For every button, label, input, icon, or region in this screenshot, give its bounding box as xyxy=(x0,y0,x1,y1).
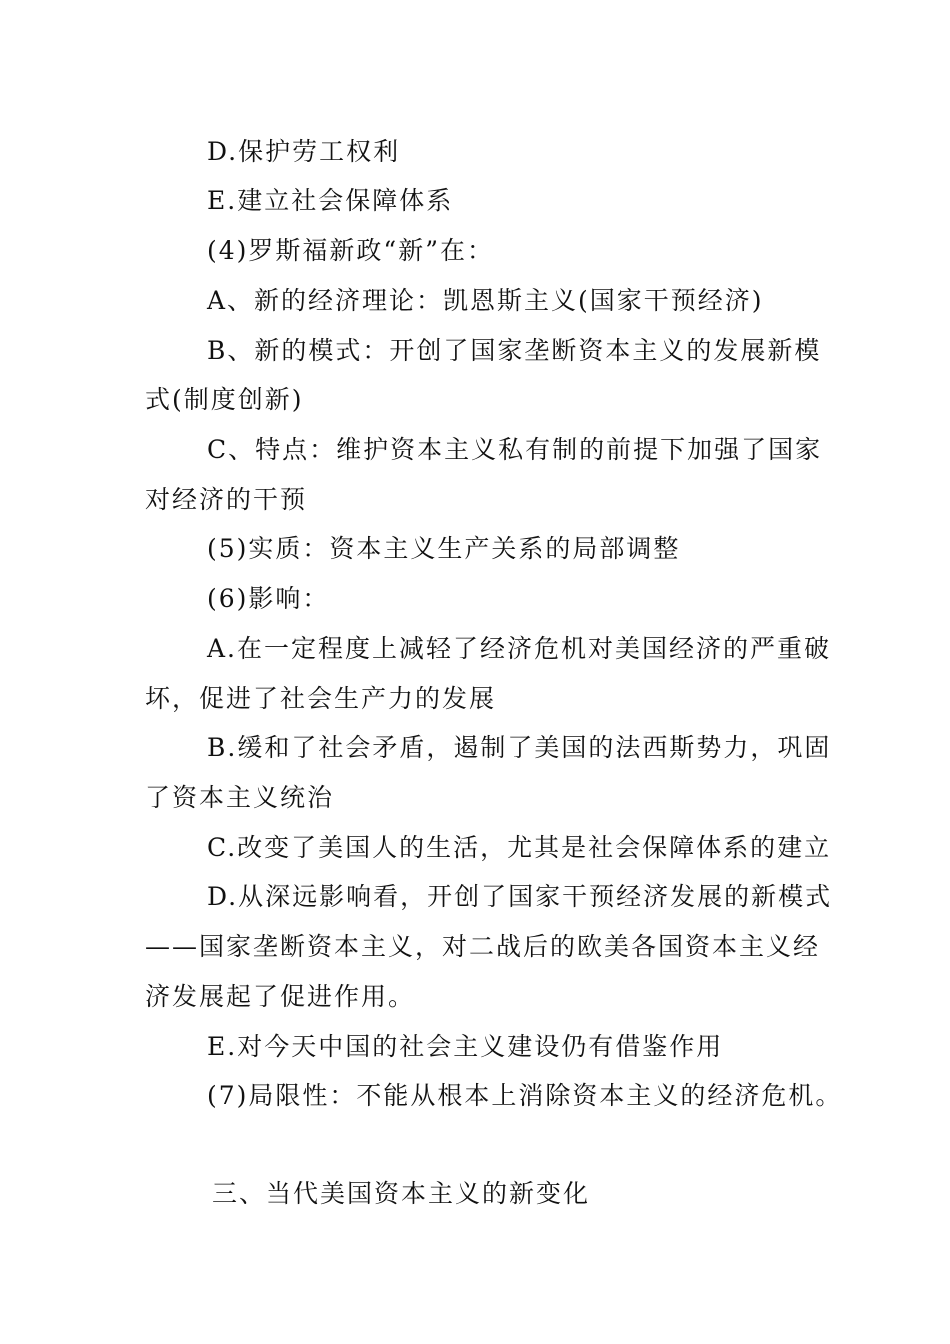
text-line: E.对今天中国的社会主义建设仍有借鉴作用 xyxy=(207,1032,724,1061)
text-line: (5)实质：资本主义生产关系的局部调整 xyxy=(207,534,681,563)
text-line: E.建立社会保障体系 xyxy=(207,186,454,215)
text-line: (6)影响： xyxy=(207,584,330,613)
text-line: B.缓和了社会矛盾，遏制了美国的法西斯势力，巩固 xyxy=(207,733,832,762)
text-line: 济发展起了促进作用。 xyxy=(145,982,416,1011)
text-line: (4)罗斯福新政“新”在： xyxy=(207,236,494,265)
text-line: 坏，促进了社会生产力的发展 xyxy=(145,684,497,713)
text-line: D.从深远影响看，开创了国家干预经济发展的新模式 xyxy=(207,882,833,911)
text-line: 了资本主义统治 xyxy=(145,783,335,812)
text-line: D.保护劳工权利 xyxy=(207,137,401,166)
text-line: A、新的经济理论：凯恩斯主义(国家干预经济) xyxy=(207,286,764,315)
text-line: 式(制度创新) xyxy=(145,385,304,414)
text-line: B、新的模式：开创了国家垄断资本主义的发展新模 xyxy=(207,336,822,365)
text-line: (7)局限性：不能从根本上消除资本主义的经济危机。 xyxy=(207,1081,843,1110)
text-line: ——国家垄断资本主义，对二战后的欧美各国资本主义经 xyxy=(145,932,821,961)
text-line: 对经济的干预 xyxy=(145,485,308,514)
text-line: A.在一定程度上减轻了经济危机对美国经济的严重破 xyxy=(207,634,832,663)
section-heading: 三、当代美国资本主义的新变化 xyxy=(212,1179,591,1208)
text-line: C、特点：维护资本主义私有制的前提下加强了国家 xyxy=(207,435,823,464)
text-line: C.改变了美国人的生活，尤其是社会保障体系的建立 xyxy=(207,833,832,862)
